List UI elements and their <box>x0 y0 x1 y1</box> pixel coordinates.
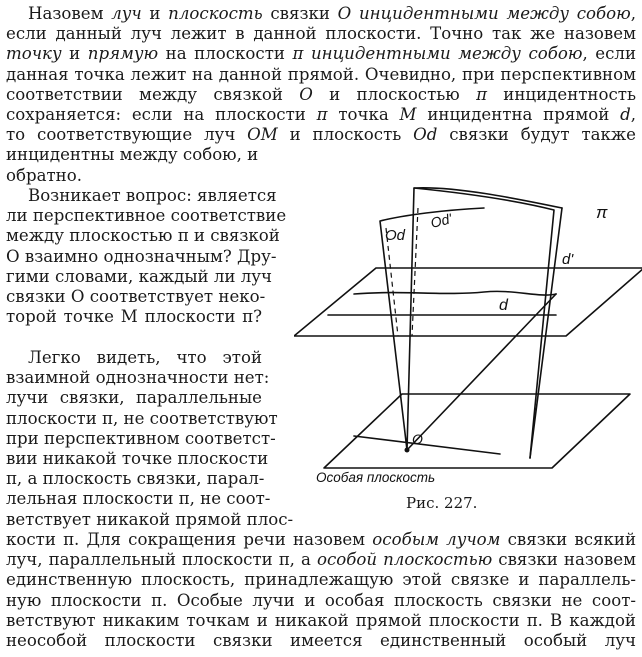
text-run: плоскости π, не соответствуют <box>6 408 278 428</box>
line-d-curve <box>354 291 556 295</box>
text-run: ную плоскости π. Особые лучи и особая плоскость связки не соот- <box>6 590 636 610</box>
text-line <box>6 246 277 267</box>
label-d-prime: d' <box>562 251 574 268</box>
emphasis: прямую <box>87 44 159 64</box>
text-run: гими словами, каждый ли луч <box>6 266 273 286</box>
text-run: при перспективном соответст- <box>6 428 276 448</box>
text-line <box>6 408 278 429</box>
emphasis: d <box>620 105 631 124</box>
text-run: связки <box>262 4 338 23</box>
text-run: , если <box>582 44 637 64</box>
text-line <box>6 307 262 327</box>
emphasis: особой плоскостью <box>316 550 493 570</box>
line-d-prime <box>530 208 562 458</box>
text-line <box>6 530 636 550</box>
plane-od <box>380 208 484 450</box>
text-run: если данный луч лежит в данной плоскости. Точно так же назовем <box>6 24 636 44</box>
label-od-prime: Od' <box>428 210 454 231</box>
text-run: луч, параллельный плоскости π, а <box>6 550 317 570</box>
emphasis: M <box>399 105 417 124</box>
emphasis: π <box>316 105 328 124</box>
text-line <box>6 428 276 449</box>
emphasis: π <box>476 84 487 104</box>
text-line <box>6 611 636 631</box>
text-line <box>6 287 266 307</box>
text-run: ветствуют никаким точкам и никакой прямой плоскости π. В каждой <box>6 610 636 630</box>
emphasis: инцидентными между собою <box>358 4 631 23</box>
emphasis: OM <box>247 125 278 145</box>
text-run: π, а плоскость связки, парал- <box>6 469 265 489</box>
text-line <box>6 509 294 530</box>
label-pi: π <box>596 203 608 222</box>
text-run: и плоскость <box>277 125 414 145</box>
label-special-plane: Особая плоскость <box>316 470 436 485</box>
label-od: Od <box>385 227 406 244</box>
text-line <box>6 226 280 246</box>
emphasis: O <box>299 84 313 104</box>
text-run: инцидентна прямой <box>416 105 621 124</box>
text-line <box>6 449 269 469</box>
figure-227 <box>294 178 642 488</box>
text-line <box>6 631 636 651</box>
text-run: инцидентность <box>486 84 636 104</box>
text-line <box>6 206 287 226</box>
emphasis: Od <box>413 125 438 145</box>
text-run: и <box>141 4 169 23</box>
label-d: d <box>499 297 508 314</box>
text-line <box>6 65 636 85</box>
text-line <box>6 186 277 206</box>
text-run: на плоскости <box>158 44 293 64</box>
text-run: точка <box>327 105 400 124</box>
text-run: Назовем <box>28 4 112 23</box>
text-run: инцидентны между собою, и <box>6 145 259 165</box>
emphasis: плоскость <box>168 4 263 23</box>
emphasis: O <box>337 4 352 23</box>
text-run: и <box>61 44 88 64</box>
text-line <box>6 125 636 145</box>
text-run: Легко видеть, что этой <box>28 348 262 367</box>
plane-od-prime <box>407 188 554 458</box>
text-line <box>6 4 636 24</box>
text-run: обратно. <box>6 165 83 185</box>
text-line <box>6 44 636 64</box>
text-run: и плоскостью <box>312 84 477 104</box>
emphasis: луч <box>111 4 142 23</box>
text-run <box>351 4 359 23</box>
text-run: вии никакой точке плоскости <box>6 449 269 468</box>
text-line <box>6 570 636 590</box>
text-run: единственную плоскость, принадлежащую этой связке и параллель- <box>6 570 636 590</box>
emphasis: особым лучом <box>372 530 501 549</box>
text-run: Возникает вопрос: является <box>28 186 277 205</box>
text-run: между плоскостью π и связкой <box>6 226 280 246</box>
text-run: , <box>630 105 636 124</box>
text-run: связки назовем <box>492 550 636 570</box>
text-run: связки будут также <box>437 125 636 145</box>
text-line <box>6 166 82 186</box>
text-line <box>6 348 262 368</box>
text-run: кости π. Для сокращения речи назовем <box>6 530 373 549</box>
text-run: сохраняется: если на плоскости <box>6 105 317 124</box>
text-run: O взаимно однозначным? Дру- <box>6 246 277 266</box>
plane-pi <box>294 268 642 336</box>
text-run: связки O соответствует неко- <box>6 287 266 306</box>
emphasis: точку <box>6 44 62 64</box>
text-line <box>6 469 265 489</box>
text-line <box>6 388 262 408</box>
text-run: то соответствующие луч <box>6 125 248 145</box>
emphasis: инцидентными между собою <box>310 44 583 64</box>
emphasis: π <box>292 44 304 64</box>
text-run: ветствует никакой прямой плос- <box>6 509 294 529</box>
text-run: лельная плоскости π, не соот- <box>6 489 271 509</box>
text-run: ли перспективное соответствие <box>6 206 287 226</box>
text-run <box>303 44 311 63</box>
text-line <box>6 550 636 570</box>
text-line <box>6 105 636 125</box>
text-line <box>6 85 636 105</box>
text-run: взаимной однозначности нет: <box>6 368 270 388</box>
text-line <box>6 24 636 44</box>
text-run: соответствии между связкой <box>6 84 300 104</box>
text-line <box>6 591 636 611</box>
point-o <box>405 448 410 453</box>
text-run: связки всякий <box>500 530 637 549</box>
text-run: торой точке M плоскости π? <box>6 307 262 327</box>
text-line <box>6 368 270 388</box>
text-run: , <box>630 4 637 23</box>
text-line <box>6 489 271 509</box>
text-line <box>6 145 258 165</box>
text-run: лучи связки, параллельные <box>6 388 262 408</box>
special-plane <box>324 394 630 468</box>
text-line <box>6 266 273 287</box>
figure-caption: Рис. 227. <box>406 494 478 512</box>
label-o: O <box>412 431 423 447</box>
text-run: данная точка лежит на данной прямой. Очевидно, при перспективном <box>6 64 636 84</box>
special-line <box>354 436 500 454</box>
text-run: неособой плоскости связки имеется единственный особый луч <box>6 631 636 650</box>
